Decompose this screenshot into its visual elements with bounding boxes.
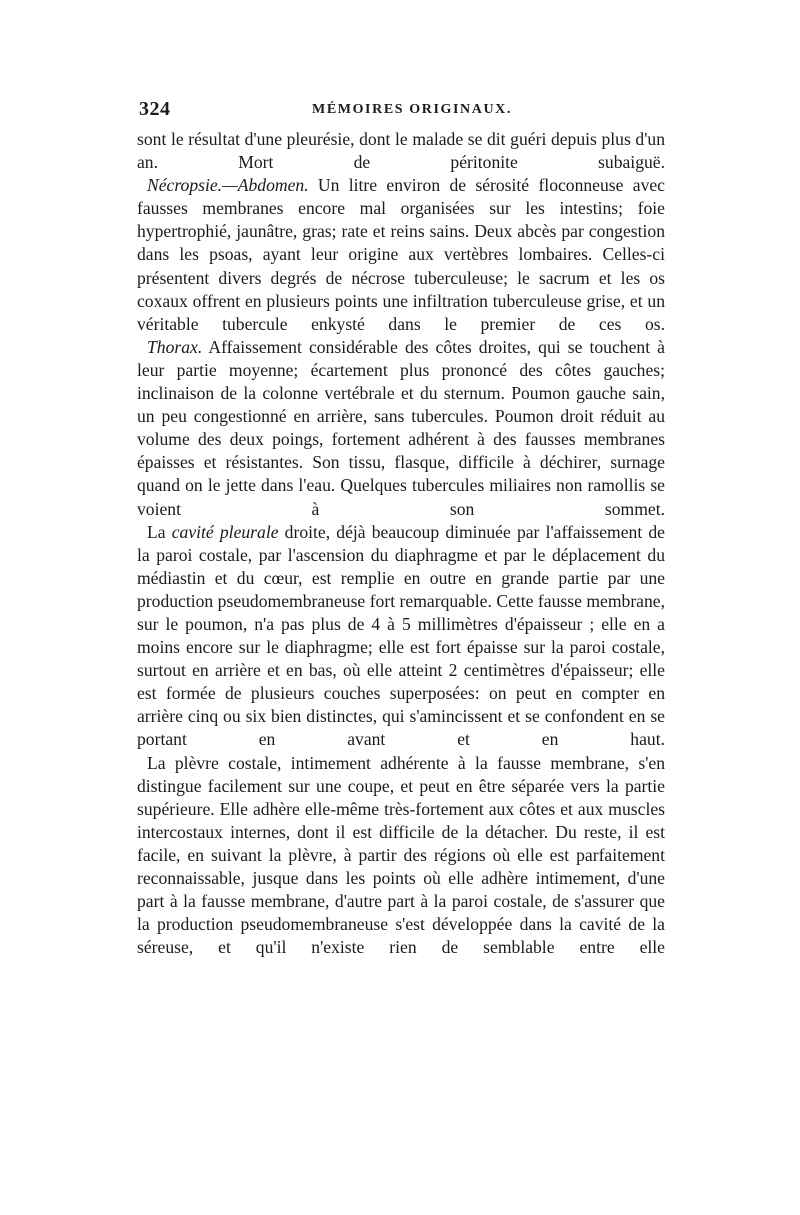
cavite-pleurale-term: cavité pleurale (171, 521, 279, 542)
running-head (137, 98, 665, 124)
cavite-lead-plain: La (147, 521, 172, 542)
thorax-heading: Thorax. (147, 336, 203, 357)
paragraph-1 (137, 128, 665, 174)
cavite-pleurale-text: droite, déjà beaucoup diminuée par l'affaissement de la paroi costale, par l'ascension du diaphragme et par le déplacement du médiastin et du cœur, est remplie en outre en grande partie par une production pseudomembraneuse fort remarquable. Cette fausse membrane, sur le poumon, n'a pas plus de 4 à 5 millimètres d'épaisseur ; elle en a moins encore sur le diaphragme; elle est fort épaisse sur la paroi costale, surtout en arrière et en bas, où elle atteint 2 centimètres d'épaisseur; elle est formée de plusieurs couches superposées: on peut en compter en arrière cinq ou six bien distinctes, qui s'amincissent et se confondent en se portant en avant et en haut. (137, 521, 665, 750)
paragraph-cavite-pleurale (137, 521, 665, 752)
plevre-costale-text: La plèvre costale, intimement adhérente à la fausse membrane, s'en distingue facilement sur une coupe, et peut en être séparée vers la partie supérieure. Elle adhère elle-même très-fortement aux côtes et aux muscles intercostaux internes, dont il est difficile de la détacher. Du reste, il est facile, en suivant la plèvre, à partir des régions où elle est parfaitement reconnaissable, jusque dans les points où elle adhère intimement, d'une part à la fausse membrane, d'autre part à la paroi costale, de s'assurer que la production pseudomembraneuse s'est développée dans la cavité de la séreuse, et qu'il n'existe rien de semblable entre elle (137, 752, 665, 958)
necropsie-text: Un litre environ de sérosité floconneuse avec fausses membranes encore mal organisées sur les intestins; foie hypertrophié, jaunâtre, gras; rate et reins sains. Deux abcès par congestion dans les psoas, ayant leur origine aux vertèbres lombaires. Celles-ci présentent divers degrés de nécrose tuberculeuse; le sacrum et les os coxaux offrent en plusieurs points une infiltration tuberculeuse grise, et un véritable tubercule enkysté dans le premier de ces os. (137, 175, 665, 334)
running-title: MÉMOIRES ORIGINAUX. (312, 102, 512, 117)
paragraph-1-text: sont le résultat d'une pleurésie, dont le malade se dit guéri depuis plus d'un an. Mort de péritonite subaiguë. (137, 129, 665, 173)
necropsie-heading: Nécropsie.—Abdomen. (147, 175, 309, 196)
paragraph-plevre-costale (137, 752, 665, 960)
body-text (137, 128, 665, 959)
page-number: 324 (139, 98, 171, 120)
paragraph-thorax (137, 336, 665, 521)
book-page (137, 98, 665, 959)
paragraph-necropsie (137, 174, 665, 336)
thorax-text: Affaissement considérable des côtes droites, qui se touchent à leur partie moyenne; écartement plus prononcé des côtes gauches; inclinaison de la colonne vertébrale et du sternum. Poumon gauche sain, un peu congestionné en arrière, sans tubercules. Poumon droit réduit au volume des deux poings, fortement adhérent à des fausses membranes épaisses et résistantes. Son tissu, flasque, difficile à déchirer, surnage quand on le jette dans l'eau. Quelques tubercules miliaires non ramollis se voient à son sommet. (137, 336, 665, 519)
